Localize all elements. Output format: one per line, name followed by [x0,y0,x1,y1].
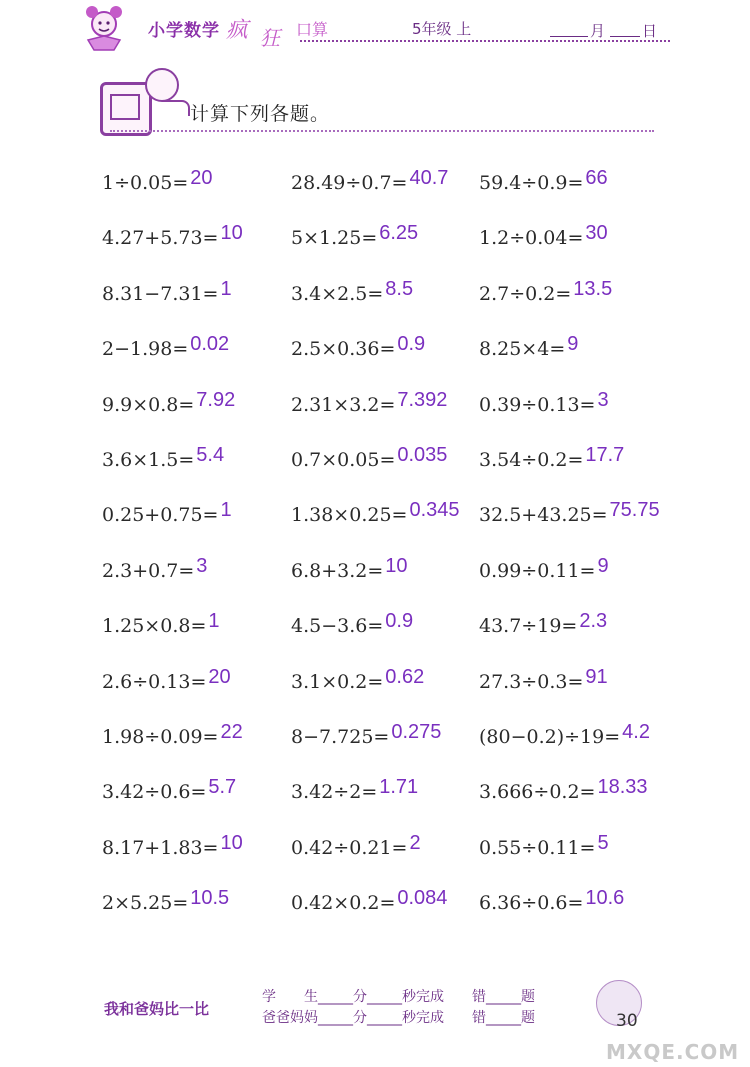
problem-expression: 1.38×0.25= [291,504,408,527]
problem-expression: 0.42×0.2= [291,892,396,915]
problem-answer: 10 [220,222,243,245]
problem-answer: 66 [585,167,608,189]
problem-expression: 2×5.25= [102,892,189,915]
problem-answer: 0.345 [409,499,460,522]
problem-answer: 10 [385,554,408,577]
problem-expression: 2.31×3.2= [291,393,396,416]
problem-answer: 7.392 [397,388,448,411]
problem-expression: 8−7.725= [291,726,390,748]
problem-expression: 3.42÷0.6= [102,781,207,804]
footer-student-line: 学 生_____分_____秒完成 错_____题 [262,989,535,1005]
day-label: 日 [642,22,658,40]
month-label: 月 [590,22,606,40]
problem-expression: 3.6×1.5= [102,449,195,471]
problem-answer: 5.4 [196,444,225,466]
problem-expression: 2.6÷0.13= [102,670,207,693]
problem-expression: 1.2÷0.04= [479,227,584,250]
day-blank [610,36,640,37]
blackboard-frame-icon [110,94,140,120]
series-title-crazy-1: 疯 [226,18,249,43]
problem-answer: 18.33 [597,776,648,799]
series-title-oral-calc: 口算 [296,20,329,39]
footer-parents-line: 爸爸妈妈_____分_____秒完成 错_____题 [262,1010,535,1026]
problem-expression: 0.39÷0.13= [479,393,596,416]
instruction-divider [110,130,654,132]
problem-answer: 40.7 [409,167,449,189]
problem-expression: 2.3+0.7= [102,559,195,582]
problem-expression: 1.25×0.8= [102,615,207,638]
problem-expression: 0.25+0.75= [102,504,219,527]
month-blank [550,36,588,37]
problem-answer: 22 [220,721,243,743]
problem-answer: 0.9 [385,610,414,633]
problem-answer: 3 [597,388,609,411]
problem-expression: 2.5×0.36= [291,338,396,361]
mascot-girl-icon [80,4,130,52]
problem-expression: 43.7÷19= [479,615,578,638]
series-title-crazy-2: 狂 [260,26,280,50]
problem-expression: 8.17+1.83= [102,836,219,859]
problem-expression: 0.99÷0.11= [479,559,596,582]
problem-answer: 0.275 [391,721,442,743]
problem-expression: 6.36÷0.6= [479,892,584,915]
problem-answer: 8.5 [385,277,414,300]
instruction-text: 计算下列各题。 [190,103,331,125]
problem-answer: 7.92 [196,388,236,411]
problem-expression: 3.1×0.2= [291,670,384,693]
problem-answer: 75.75 [609,499,660,522]
problem-answer: 6.25 [379,222,419,245]
problem-expression: 3.4×2.5= [291,282,384,305]
problem-answer: 1.71 [379,776,419,799]
problem-answer: 2.3 [579,610,608,633]
problem-answer: 17.7 [585,444,625,466]
watermark: MXQE.COM [606,1040,740,1064]
problem-expression: 4.27+5.73= [102,227,219,250]
problem-expression: 8.25×4= [479,338,566,361]
problem-expression: 4.5−3.6= [291,615,384,638]
series-title: 小学数学 [148,21,220,41]
problem-answer: 20 [190,167,213,189]
problem-expression: 28.49÷0.7= [291,172,408,194]
kid-head-icon [145,68,179,102]
header-divider [300,40,670,42]
problem-expression: (80−0.2)÷19= [479,726,621,748]
problem-answer: 20 [208,665,231,688]
kid-arm-icon [162,100,190,116]
problem-expression: 6.8+3.2= [291,559,384,582]
problem-answer: 10.5 [190,887,230,910]
problem-answer: 9 [567,333,579,356]
problem-expression: 3.42÷2= [291,781,378,804]
grade-label: 5年级 上 [412,20,472,38]
problem-answer: 10 [220,831,243,854]
problem-answer: 91 [585,665,608,688]
problem-expression: 1÷0.05= [102,172,189,194]
problem-answer: 3 [196,554,208,577]
problem-answer: 1 [220,499,232,522]
problem-answer: 1 [208,610,220,633]
problem-answer: 0.084 [397,887,448,910]
problem-expression: 0.7×0.05= [291,449,396,471]
problem-expression: 3.54÷0.2= [479,449,584,471]
problem-answer: 0.9 [397,333,426,356]
problem-expression: 3.666÷0.2= [479,781,596,804]
problem-expression: 2.7÷0.2= [479,282,572,305]
problem-answer: 30 [585,222,608,245]
problem-answer: 9 [597,554,609,577]
problem-answer: 1 [220,277,232,300]
problem-expression: 0.55÷0.11= [479,836,596,859]
problem-expression: 1.98÷0.09= [102,726,219,748]
problem-answer: 0.02 [190,333,230,356]
problem-answer: 5 [597,831,609,854]
problem-expression: 59.4÷0.9= [479,172,584,194]
problem-answer: 0.035 [397,444,448,466]
problem-answer: 4.2 [622,721,650,743]
problem-expression: 0.42÷0.21= [291,836,408,859]
problem-expression: 2−1.98= [102,338,189,361]
problem-expression: 5×1.25= [291,227,378,250]
problem-expression: 8.31−7.31= [102,282,219,305]
problem-expression: 32.5+43.25= [479,504,608,527]
problem-answer: 10.6 [585,887,625,910]
problem-answer: 2 [409,831,421,854]
problem-answer: 5.7 [208,776,237,799]
problem-answer: 13.5 [573,277,613,300]
problem-answer: 0.62 [385,665,425,688]
problem-expression: 27.3÷0.3= [479,670,584,693]
footer-label: 我和爸妈比一比 [104,1000,210,1018]
problem-expression: 9.9×0.8= [102,393,195,416]
page-number: 30 [616,1011,638,1031]
